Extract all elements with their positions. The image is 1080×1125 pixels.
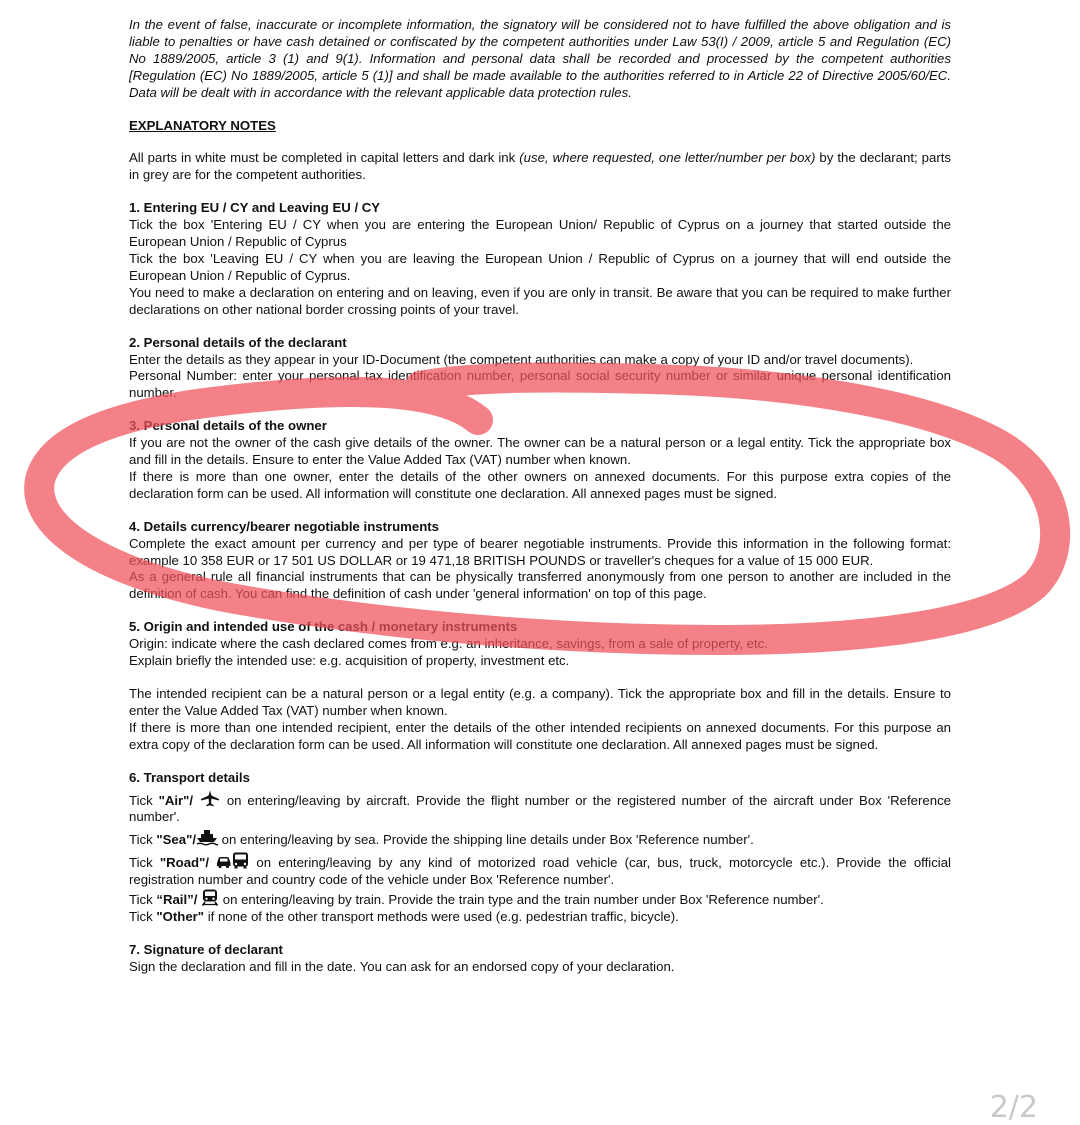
transport-label: “Rail”/ (156, 892, 198, 908)
notes-intro-text-end: by the declarant; parts in grey are for the competent authorities. (129, 150, 951, 183)
section-title: 3. Personal details of the owner (129, 418, 327, 434)
tick-word: Tick (129, 855, 160, 871)
transport-label: "Road"/ (159, 855, 210, 871)
section-title: 4. Details currency/bearer negotiable instruments (129, 518, 440, 534)
section-paragraph: If you are not the owner of the cash give details of the owner. The owner can be a natural person or a legal entity. Tick the appropriate box and fill in the details. Ensure to enter the Value Added Tax (VAT) number when known. (129, 435, 951, 468)
transport-text: on entering/leaving by aircraft. Provide the flight number or the registered number of the aircraft under Box 'Reference number'. (129, 792, 951, 825)
ship-icon (196, 829, 218, 846)
tick-word: Tick (129, 792, 159, 808)
section-paragraph: Enter the details as they appear in your ID-Document (the competent authorities can make a copy of your ID and/or travel documents). (129, 351, 914, 367)
section-paragraph: If there is more than one owner, enter the details of the other owners on annexed documents. For this purpose extra copies of the declaration form can be used. All information will constitute one declaration. All annexed pages must be signed. (129, 468, 951, 501)
airplane-icon (199, 790, 221, 807)
transport-text: on entering/leaving by sea. Provide the shipping line details under Box 'Reference number'. (218, 832, 754, 848)
section-currency-details (129, 519, 951, 604)
section-title: 5. Origin and intended use of the cash / monetary instruments (129, 619, 518, 635)
section-owner-details (129, 418, 951, 503)
notes-intro-text: All parts in white must be completed in capital letters and dark ink (129, 150, 520, 166)
notes-intro-italic-text: (use, where requested, one letter/number per box) (519, 150, 816, 166)
section-paragraph: Tick the box 'Entering EU / CY when you are entering the European Union/ Republic of Cyprus on a journey that started outside the European Union / Republic of Cyprus (129, 217, 951, 250)
transport-air-line (129, 790, 951, 827)
explanatory-notes-heading: EXPLANATORY NOTES (129, 117, 276, 133)
section-paragraph: You need to make a declaration on entering and on leaving, even if you are only in transit. Be aware that you can be required to make further declarations on other national border crossing points of your travel. (129, 284, 951, 317)
section-signature (129, 942, 951, 976)
section-title: 2. Personal details of the declarant (129, 334, 347, 350)
section-title: 6. Transport details (129, 769, 250, 785)
notes-intro-paragraph (129, 150, 951, 184)
section-transport-details (129, 770, 951, 926)
tick-word: Tick (129, 832, 157, 848)
legal-warning-paragraph: In the event of false, inaccurate or incomplete information, the signatory will be considered not to have fulfilled the above obligation and is liable to penalties or have cash detained or confiscated by the competent authorities under Law 53(I) / 2009, article 5 and Regulation (EC) No 1889/2005, article 3 (1) and 9(1). Information and personal data shall be recorded and processed by the competent authorities [Regulation (EC) No 1889/2005, article 5 (1)] and shall be made available to the authorities referred to in Article 22 of Directive 2005/60/EC. Data will be dealt with in accordance with the relevant applicable data protection rules. (129, 17, 951, 100)
document-body (129, 17, 951, 976)
transport-rail-line (129, 889, 951, 909)
section-paragraph: The intended recipient can be a natural person or a legal entity (e.g. a company). Tick the appropriate box and fill in the details. Ensure to enter the Value Added Tax (VAT) number when known. (129, 686, 951, 718)
section-title: 7. Signature of declarant (129, 941, 283, 957)
page-number: 2/2 (989, 1090, 1038, 1125)
transport-label: "Sea"/ (156, 832, 196, 848)
tick-word: Tick (129, 892, 157, 908)
section-paragraph: Sign the declaration and fill in the date. You can ask for an endorsed copy of your declaration. (129, 958, 675, 974)
car-bus-icon (216, 852, 249, 869)
transport-label: "Other" (156, 908, 205, 924)
section-declarant-details (129, 335, 951, 403)
tick-word: Tick (129, 908, 157, 924)
transport-other-line (129, 909, 951, 926)
section-paragraph: Personal Number: enter your personal tax identification number, personal social security number or similar unique personal identification number. (129, 368, 951, 401)
section-title: 1. Entering EU / CY and Leaving EU / CY (129, 200, 381, 216)
transport-road-line (129, 852, 951, 889)
transport-text: if none of the other transport methods were used (e.g. pedestrian traffic, bicycle). (204, 908, 679, 924)
section-origin-use (129, 619, 951, 753)
section-paragraph: Complete the exact amount per currency and per type of bearer negotiable instruments. Provide this information in the following format: example 10 358 EUR or 17 501 US DOLLAR or 19 471,18 BRITISH POUNDS or traveller's cheques for a value of 15 000 EUR. (129, 535, 951, 568)
transport-text: on entering/leaving by train. Provide the train type and the train number under Box 'Reference number'. (219, 892, 824, 908)
section-paragraph: If there is more than one intended recipient, enter the details of the other intended recipients on annexed documents. For this purpose an extra copy of the declaration form can be used. All information will constitute one declaration. All annexed pages must be signed. (129, 719, 951, 752)
section-paragraph: Tick the box 'Leaving EU / CY when you are leaving the European Union / Republic of Cyprus on a journey that will end outside the European Union / Republic of Cyprus. (129, 250, 951, 283)
section-entering-leaving (129, 200, 951, 318)
train-icon (201, 889, 219, 906)
section-paragraph: Origin: indicate where the cash declared comes from e.g. an inheritance, savings, from a sale of property, etc. (129, 636, 768, 652)
transport-text: on entering/leaving by any kind of motorized road vehicle (car, bus, truck, motorcycle etc.). Provide the official registration number and country code of the vehicle under Box 'Reference number'. (129, 855, 951, 888)
transport-label: "Air"/ (158, 792, 194, 808)
section-paragraph: As a general rule all financial instruments that can be physically transferred anonymously from one person to another are included in the definition of cash. You can find the definition of cash under 'general information' on top of this page. (129, 569, 951, 602)
transport-sea-line (129, 829, 951, 849)
section-paragraph: Explain briefly the intended use: e.g. acquisition of property, investment etc. (129, 653, 570, 669)
